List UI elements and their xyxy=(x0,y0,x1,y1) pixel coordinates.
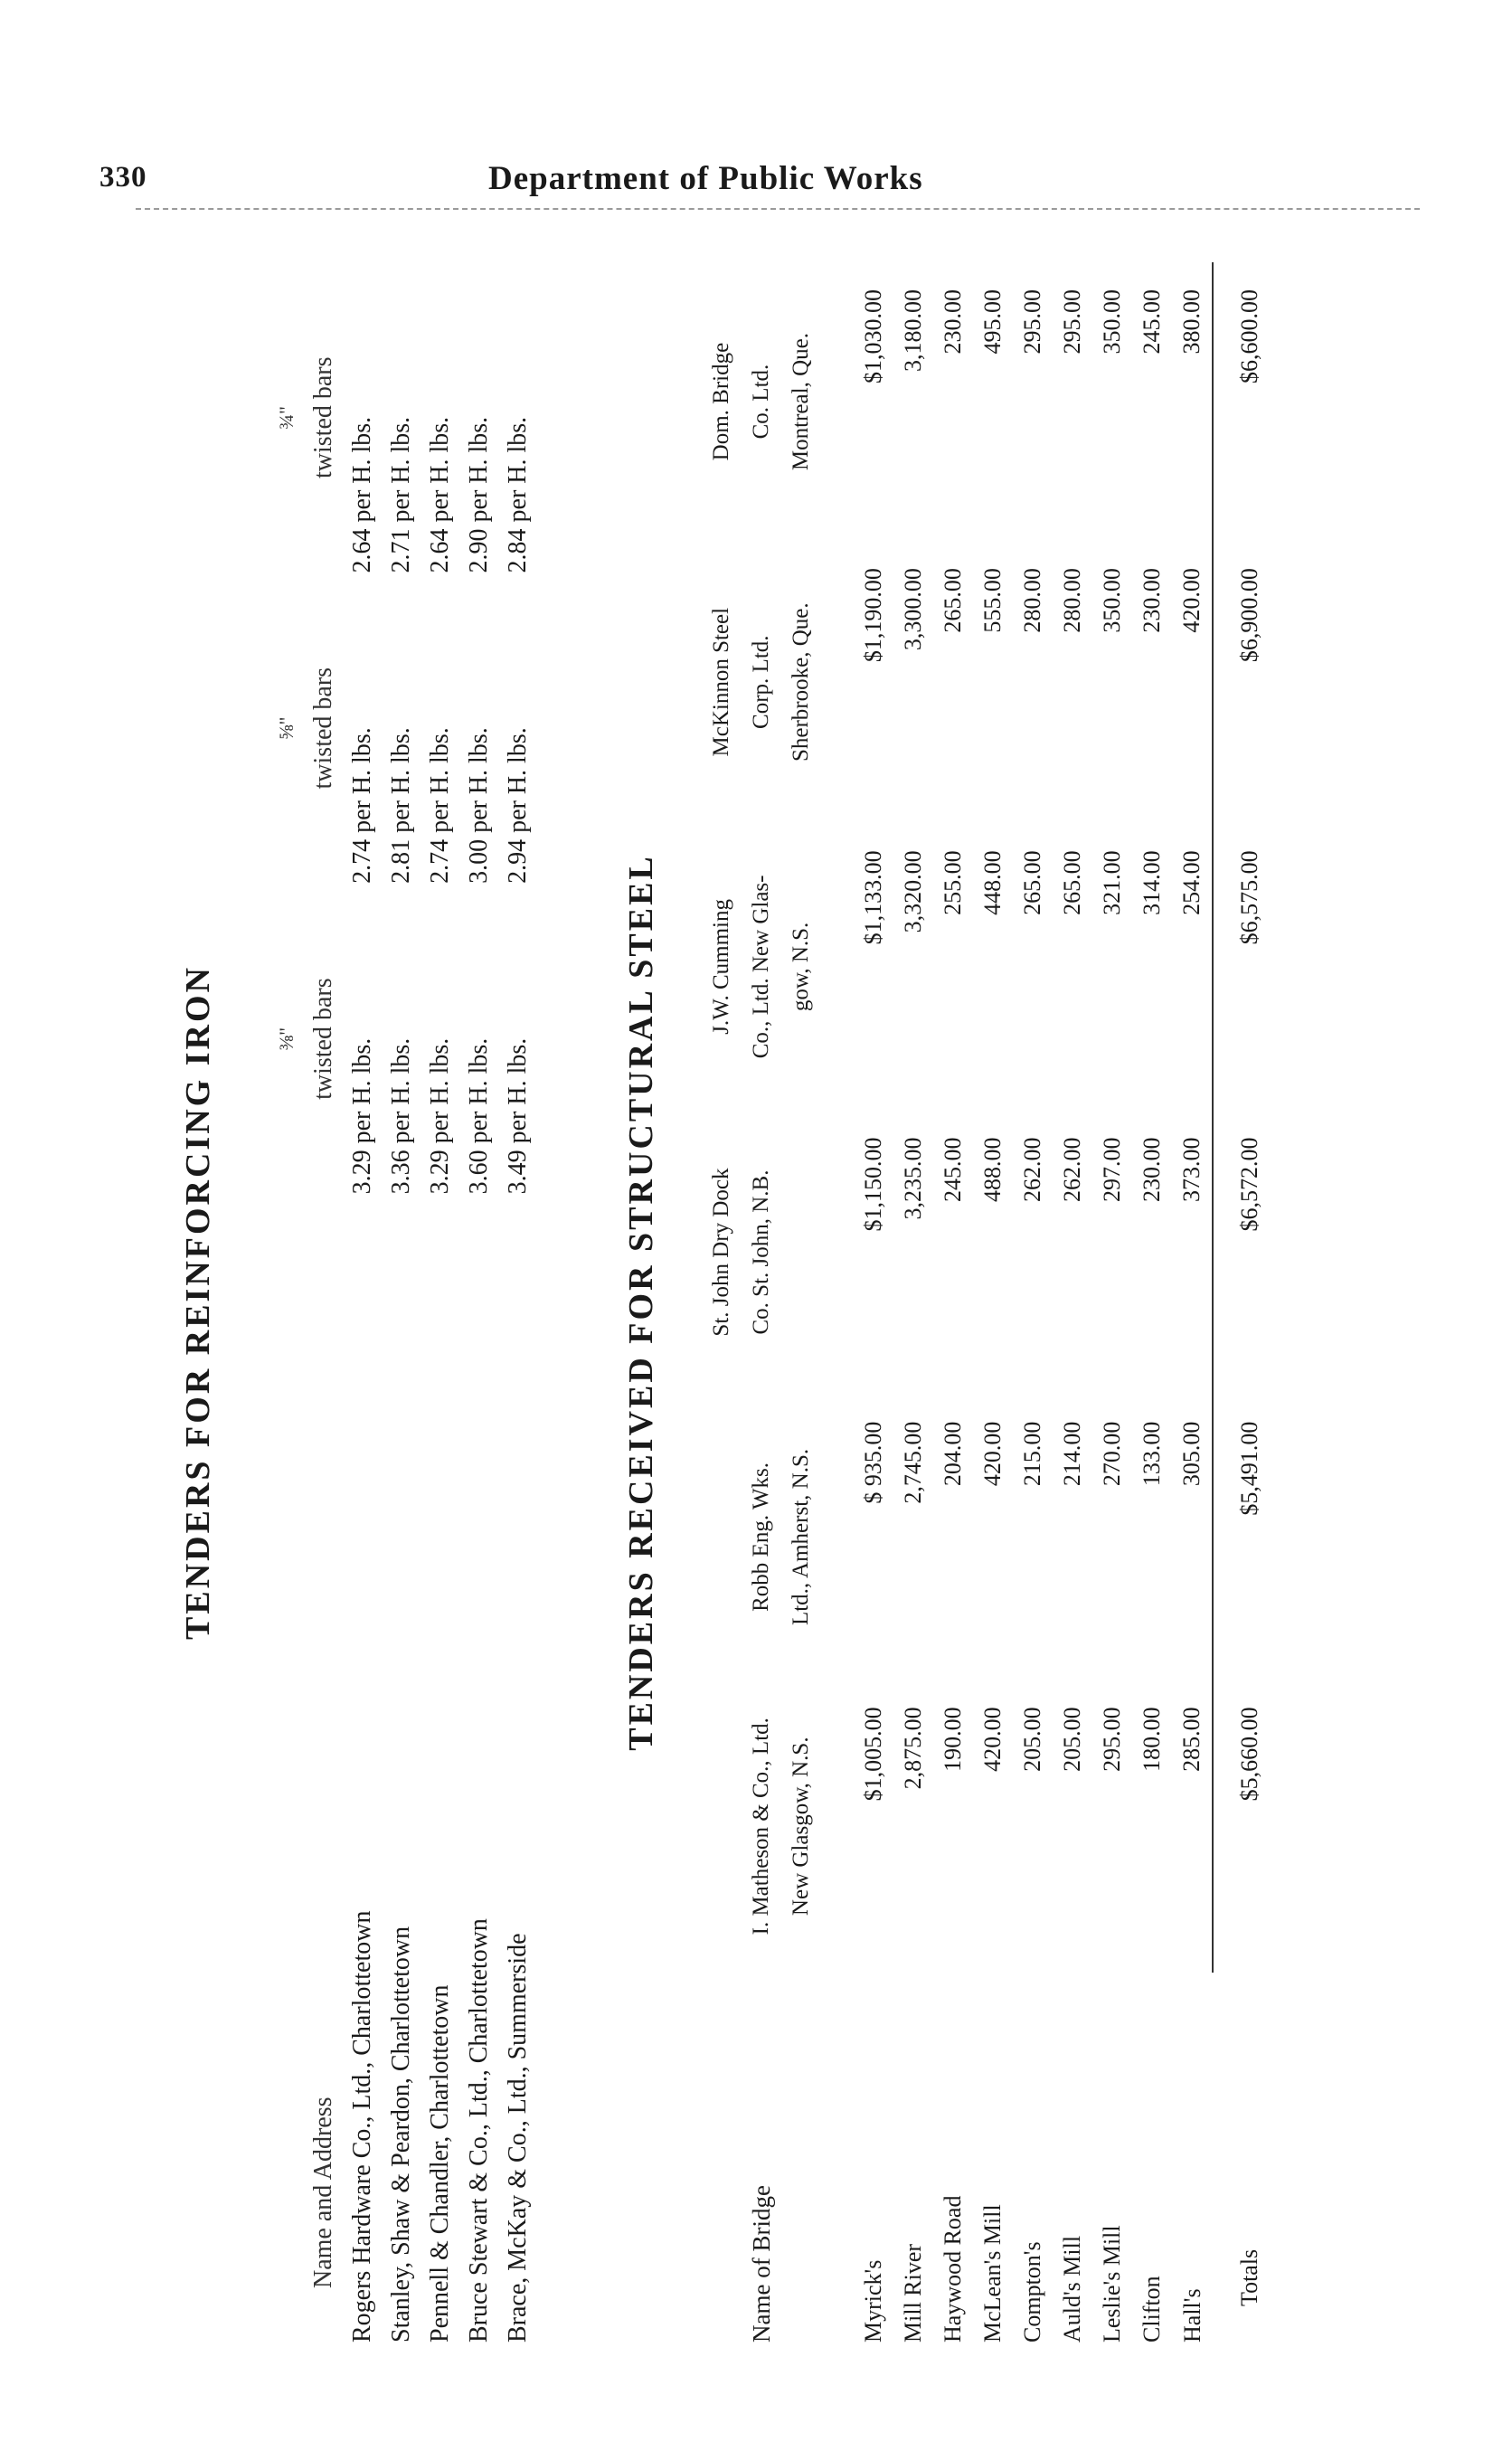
structural-steel-table xyxy=(702,262,1277,2343)
firm-line xyxy=(702,1680,742,1973)
table-row xyxy=(854,262,893,2343)
rotated-content xyxy=(181,262,1429,2343)
table-row xyxy=(1172,262,1213,2343)
table-row xyxy=(1092,262,1132,2343)
firm-line: J.W. Cumming xyxy=(709,899,733,1035)
tender-value: 2,875.00 xyxy=(900,1707,926,1790)
tender-value: 230.00 xyxy=(940,289,966,355)
total-value: $5,491.00 xyxy=(1236,1421,1262,1516)
tender-value: 373.00 xyxy=(1178,1137,1205,1202)
tender-value: 495.00 xyxy=(979,289,1006,355)
table-row xyxy=(343,262,382,2343)
totals-label: Totals xyxy=(1236,2248,1262,2306)
table-row xyxy=(459,262,498,2343)
tender-value: 215.00 xyxy=(1019,1421,1045,1487)
tender-value: 190.00 xyxy=(940,1707,966,1772)
tender-value: 295.00 xyxy=(1099,1707,1125,1772)
tender-value: 255.00 xyxy=(940,850,966,915)
page-number: 330 xyxy=(99,161,147,194)
tender-value: $1,030.00 xyxy=(860,289,886,383)
total-value: $5,660.00 xyxy=(1236,1707,1262,1802)
price: 3.36 per H. lbs. xyxy=(386,1037,415,1195)
tenderer-name: Bruce Stewart & Co., Ltd., Charlottetown xyxy=(464,1918,493,2343)
table-row xyxy=(1013,262,1053,2343)
tender-value: 230.00 xyxy=(1139,568,1165,633)
tender-value: 245.00 xyxy=(940,1137,966,1202)
header-name-address: Name and Address xyxy=(308,2097,337,2288)
bridge-name: Mill River xyxy=(900,2243,926,2343)
tender-value: 285.00 xyxy=(1178,1707,1205,1772)
table-row xyxy=(933,262,973,2343)
price: 3.49 per H. lbs. xyxy=(503,1037,532,1195)
tender-value: 420.00 xyxy=(1178,568,1205,633)
tender-value: 230.00 xyxy=(1139,1137,1165,1202)
tender-value: $1,133.00 xyxy=(860,850,886,945)
price: 3.29 per H. lbs. xyxy=(425,1037,454,1195)
header-bar-type: twisted bars xyxy=(308,667,337,790)
tenderer-name: Brace, McKay & Co., Ltd., Summerside xyxy=(503,1933,532,2343)
tender-value: 295.00 xyxy=(1059,289,1085,355)
price: 2.74 per H. lbs. xyxy=(425,727,454,884)
tender-value: 350.00 xyxy=(1099,568,1125,633)
tender-value: 280.00 xyxy=(1019,568,1045,633)
tender-value: 420.00 xyxy=(979,1421,1006,1487)
tenderer-name: Stanley, Shaw & Peardon, Charlottetown xyxy=(386,1926,415,2343)
tender-value: 214.00 xyxy=(1059,1421,1085,1487)
price: 3.29 per H. lbs. xyxy=(347,1037,376,1195)
tender-value: 380.00 xyxy=(1178,289,1205,355)
firm-line: Co. Ltd. xyxy=(749,364,773,440)
tenderer-name: Rogers Hardware Co., Ltd., Charlottetown xyxy=(347,1910,376,2343)
tender-value: 280.00 xyxy=(1059,568,1085,633)
firm-line: Dom. Bridge xyxy=(709,342,733,461)
tender-value: 2,745.00 xyxy=(900,1421,926,1504)
price: 2.71 per H. lbs. xyxy=(386,416,415,573)
firm-line xyxy=(781,1110,821,1394)
tender-value: 314.00 xyxy=(1139,850,1165,915)
header-name-of-bridge: Name of Bridge xyxy=(748,2185,775,2343)
table-row xyxy=(973,262,1013,2343)
total-value: $6,575.00 xyxy=(1236,850,1262,945)
tender-value: 3,180.00 xyxy=(900,289,926,372)
reinforcing-iron-title: TENDERS FOR REINFORCING IRON xyxy=(179,965,217,1640)
tender-value: 205.00 xyxy=(1059,1707,1085,1772)
size-3-4: ¾" xyxy=(275,406,298,430)
tender-value: 265.00 xyxy=(1059,850,1085,915)
firm-line: Montreal, Que. xyxy=(789,333,813,471)
table-row xyxy=(498,262,537,2343)
tender-value: 265.00 xyxy=(1019,850,1045,915)
bridge-name: Myrick's xyxy=(860,2259,886,2343)
total-value: $6,900.00 xyxy=(1236,568,1262,663)
bridge-name: Compton's xyxy=(1019,2241,1045,2343)
firm-line: Sherbrooke, Que. xyxy=(789,602,813,762)
bridge-name: Haywood Road xyxy=(940,2195,966,2343)
table-row xyxy=(1132,262,1172,2343)
tender-value: 180.00 xyxy=(1139,1707,1165,1772)
tender-value: 262.00 xyxy=(1019,1137,1045,1202)
tender-value: 254.00 xyxy=(1178,850,1205,915)
tender-value: 488.00 xyxy=(979,1137,1006,1202)
price: 2.94 per H. lbs. xyxy=(503,727,532,884)
totals-row xyxy=(1223,262,1277,2343)
tender-value: 204.00 xyxy=(940,1421,966,1487)
bridge-name: Leslie's Mill xyxy=(1099,2225,1125,2343)
tender-value: 3,235.00 xyxy=(900,1137,926,1220)
running-head: Department of Public Works xyxy=(488,160,923,197)
firm-line: McKinnon Steel xyxy=(709,607,733,757)
tender-value: 420.00 xyxy=(979,1707,1006,1772)
tender-value: 305.00 xyxy=(1178,1421,1205,1487)
tender-value: $1,190.00 xyxy=(860,568,886,663)
tender-value: 245.00 xyxy=(1139,289,1165,355)
bridge-name: Auld's Mill xyxy=(1059,2235,1085,2343)
tender-value: 265.00 xyxy=(940,568,966,633)
tender-value: $ 935.00 xyxy=(860,1421,886,1504)
table-row xyxy=(1053,262,1092,2343)
tenderer-name: Pennell & Chandler, Charlottetown xyxy=(425,1984,454,2343)
firm-line xyxy=(702,1395,742,1680)
firm-line: Ltd., Amherst, N.S. xyxy=(789,1448,813,1626)
totals-rule xyxy=(1213,262,1223,2343)
tender-value: 295.00 xyxy=(1019,289,1045,355)
size-5-8: ⅝" xyxy=(275,716,298,740)
table-row xyxy=(421,262,459,2343)
structural-steel-title: TENDERS RECEIVED FOR STRUCTURAL STEEL xyxy=(622,854,660,1751)
table-row xyxy=(382,262,421,2343)
firm-line: New Glasgow, N.S. xyxy=(789,1737,813,1917)
price: 2.81 per H. lbs. xyxy=(386,727,415,884)
tender-value: 3,320.00 xyxy=(900,850,926,933)
reinforcing-iron-table xyxy=(269,262,537,2343)
header-rule xyxy=(136,208,1420,210)
tender-value: 448.00 xyxy=(979,850,1006,915)
price: 3.60 per H. lbs. xyxy=(464,1037,493,1195)
header-bar-type: twisted bars xyxy=(308,356,337,478)
firm-line: St. John Dry Dock xyxy=(709,1168,733,1337)
price: 2.64 per H. lbs. xyxy=(347,416,376,573)
tender-value: 262.00 xyxy=(1059,1137,1085,1202)
firm-line: I. Matheson & Co., Ltd. xyxy=(749,1718,773,1936)
firm-line: gow, N.S. xyxy=(789,922,813,1012)
tender-value: 297.00 xyxy=(1099,1137,1125,1202)
tender-value: 350.00 xyxy=(1099,289,1125,355)
table-row xyxy=(893,262,933,2343)
size-3-8: ⅜" xyxy=(275,1027,298,1051)
total-value: $6,572.00 xyxy=(1236,1137,1262,1232)
bridge-name: Hall's xyxy=(1178,2288,1205,2343)
tender-value: 3,300.00 xyxy=(900,568,926,651)
price: 2.64 per H. lbs. xyxy=(425,416,454,573)
tender-value: 205.00 xyxy=(1019,1707,1045,1772)
column-header-row xyxy=(304,262,343,2343)
tender-value: 321.00 xyxy=(1099,850,1125,915)
total-value: $6,600.00 xyxy=(1236,289,1262,383)
firm-line: Corp. Ltd. xyxy=(749,635,773,729)
price: 2.74 per H. lbs. xyxy=(347,727,376,884)
size-header-row xyxy=(269,262,304,2343)
firm-header-row xyxy=(702,262,742,2343)
firm-line: Robb Eng. Wks. xyxy=(749,1462,773,1612)
tender-value: 133.00 xyxy=(1139,1421,1165,1487)
firm-line: Co., Ltd. New Glas- xyxy=(749,875,773,1059)
tender-value: $1,005.00 xyxy=(860,1707,886,1802)
bridge-name: McLean's Mill xyxy=(979,2204,1006,2343)
header-bar-type: twisted bars xyxy=(308,978,337,1100)
tender-value: $1,150.00 xyxy=(860,1137,886,1232)
firm-line: Co. St. John, N.B. xyxy=(749,1169,773,1335)
tender-value: 555.00 xyxy=(979,568,1006,633)
bridge-name: Clifton xyxy=(1139,2276,1165,2343)
price: 3.00 per H. lbs. xyxy=(464,727,493,884)
price: 2.84 per H. lbs. xyxy=(503,416,532,573)
price: 2.90 per H. lbs. xyxy=(464,416,493,573)
tender-value: 270.00 xyxy=(1099,1421,1125,1487)
